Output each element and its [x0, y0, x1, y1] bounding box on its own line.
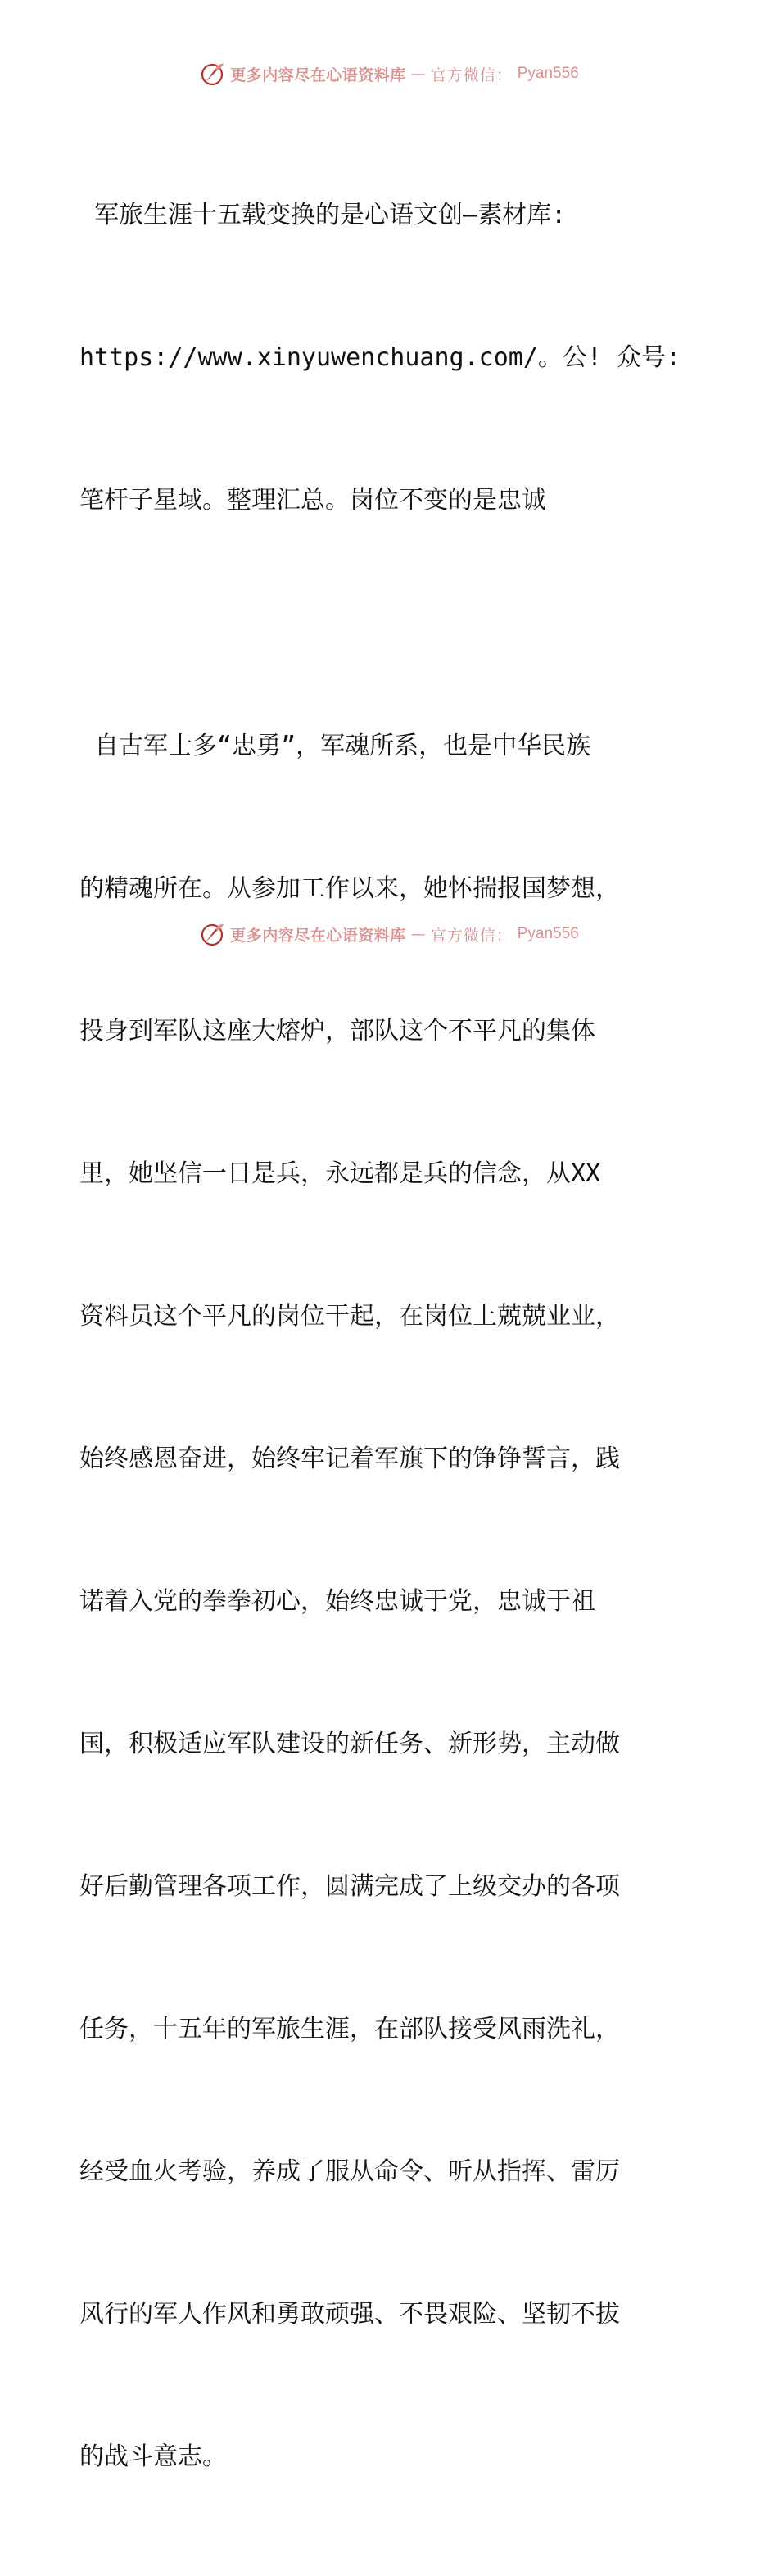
text-line: 自古军士多“忠勇”，军魂所系，也是中华民族: [79, 732, 591, 760]
text-line: 的精魂所在。从参加工作以来，她怀揣报国梦想，: [79, 874, 620, 903]
banner-wechat-label: 官方微信：: [430, 66, 513, 84]
banner-site-text: 更多内容尽在心语资料库: [230, 66, 406, 84]
footer-banner: [0, 918, 778, 950]
text-line: 经受血火考验，养成了服从命令、听从指挥、雷厉: [79, 2157, 620, 2186]
text-line: 诺着入党的拳拳初心，始终忠诚于党，忠诚于祖: [79, 1587, 595, 1616]
banner-content: [199, 921, 579, 947]
banner-wechat-id: Pyan556: [517, 65, 579, 82]
text-line: 里，她坚信一日是兵，永远都是兵的信念，从XX: [79, 1159, 601, 1188]
quill-logo-icon: [199, 61, 225, 87]
document-body: [79, 97, 702, 2576]
paragraph-1: [79, 97, 702, 619]
text-line: 始终感恩奋进，始终牢记着军旗下的铮铮誓言，践: [79, 1444, 620, 1473]
header-banner: [0, 57, 778, 90]
banner-content: [199, 61, 579, 87]
text-line: 风行的军人作风和勇敢顽强、不畏艰险、坚韧不拔: [79, 2300, 620, 2329]
banner-wechat-label: 官方微信：: [430, 926, 513, 945]
banner-wechat-id: Pyan556: [517, 925, 579, 942]
text-line: 的战斗意志。: [79, 2442, 227, 2471]
banner-dash: —: [410, 925, 426, 943]
text-line: https://www.xinyuwenchuang.com/。公! 众号:: [79, 343, 681, 372]
text-line: 笔杆子星域。整理汇总。岗位不变的是忠诚: [79, 486, 546, 515]
text-line: 投身到军队这座大熔炉，部队这个不平凡的集体: [79, 1017, 595, 1045]
banner-dash: —: [410, 65, 426, 83]
text-line: 任务，十五年的军旅生涯，在部队接受风雨洗礼，: [79, 2015, 620, 2043]
text-line: 国，积极适应军队建设的新任务、新形势，主动做: [79, 1730, 620, 1758]
text-line: 资料员这个平凡的岗位干起，在岗位上兢兢业业，: [79, 1302, 620, 1331]
text-line: 军旅生涯十五载变换的是心语文创—素材库:: [79, 201, 567, 229]
quill-logo-icon: [199, 921, 225, 947]
banner-site-text: 更多内容尽在心语资料库: [230, 926, 406, 945]
text-line: 好后勤管理各项工作，圆满完成了上级交办的各项: [79, 1872, 620, 1901]
